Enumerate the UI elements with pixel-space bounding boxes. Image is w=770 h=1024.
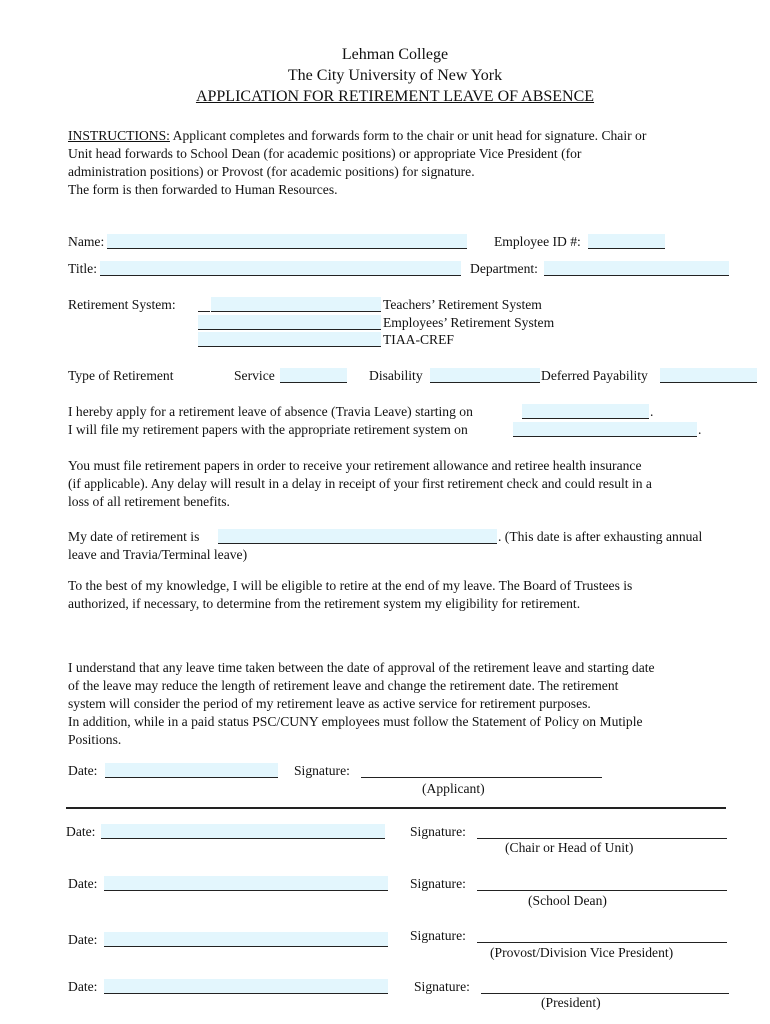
dean-date-field[interactable] <box>104 876 388 891</box>
president-signature-label: Signature: <box>414 979 470 994</box>
file-papers-date-field[interactable] <box>513 422 697 437</box>
chair-date-field[interactable] <box>101 824 385 839</box>
retirement-date-suffix: . (This date is after exhausting annual <box>498 529 703 544</box>
eligibility-line-1: To the best of my knowledge, I will be eligible to retire at the end of my leave. The Board of Trustees is <box>68 578 633 593</box>
provost-date-field[interactable] <box>104 932 388 947</box>
employees-label: Employees’ Retirement System <box>383 315 555 330</box>
apply-line-1-period: . <box>650 404 654 419</box>
understanding-line-1: I understand that any leave time taken between the date of approval of the retirement leave and starting date <box>68 660 655 675</box>
provost-date-label: Date: <box>68 932 98 947</box>
form-title: APPLICATION FOR RETIREMENT LEAVE OF ABSENCE <box>195 88 595 105</box>
chair-caption: (Chair or Head of Unit) <box>505 840 634 855</box>
title-field[interactable] <box>100 261 461 276</box>
notice-line-2: (if applicable). Any delay will result in a delay in receipt of your first retirement check and could result in a <box>68 476 652 491</box>
provost-signature-line[interactable] <box>477 942 727 943</box>
chair-signature-line[interactable] <box>477 838 727 839</box>
dean-signature-label: Signature: <box>410 876 466 891</box>
instructions-line-4: The form is then forwarded to Human Resources. <box>68 182 338 197</box>
university-name: The City University of New York <box>287 67 503 84</box>
president-date-label: Date: <box>68 979 98 994</box>
service-label: Service <box>234 368 275 383</box>
retirement-date-line-2: leave and Travia/Terminal leave) <box>68 547 248 562</box>
name-field[interactable] <box>107 234 467 249</box>
eligibility-line-2: authorized, if necessary, to determine from the retirement system my eligibility for retirement. <box>68 596 581 611</box>
employee-id-field[interactable] <box>588 234 665 249</box>
instructions-text-1: Applicant completes and forwards form to the chair or unit head for signature. Chair or <box>172 128 647 143</box>
understanding-line-4: In addition, while in a paid status PSC/CUNY employees must follow the Statement of Policy on Mutiple <box>68 714 643 729</box>
president-caption: (President) <box>541 995 601 1010</box>
provost-signature-label: Signature: <box>410 928 466 943</box>
provost-caption: (Provost/Division Vice President) <box>490 945 674 960</box>
apply-line-2-period: . <box>698 422 702 437</box>
department-label: Department: <box>470 261 538 276</box>
retirement-date-field[interactable] <box>218 529 497 544</box>
understanding-line-3: system will consider the period of my retirement leave as active service for retirement purposes. <box>68 696 591 711</box>
tiaa-label: TIAA-CREF <box>383 332 454 347</box>
applicant-date-field[interactable] <box>105 763 278 778</box>
teachers-label: Teachers’ Retirement System <box>383 297 542 312</box>
employees-field[interactable] <box>198 315 381 330</box>
disability-label: Disability <box>369 368 423 383</box>
instructions-line-2: Unit head forwards to School Dean (for academic positions) or appropriate Vice President (for <box>68 146 582 161</box>
type-of-retirement-label: Type of Retirement <box>68 368 174 383</box>
applicant-signature-label: Signature: <box>294 763 350 778</box>
retirement-system-label: Retirement System: <box>68 297 176 312</box>
disability-field[interactable] <box>430 368 540 383</box>
deferred-payability-label: Deferred Payability <box>541 368 648 383</box>
dean-date-label: Date: <box>68 876 98 891</box>
college-name: Lehman College <box>341 46 449 63</box>
tiaa-field[interactable] <box>198 332 381 347</box>
service-field[interactable] <box>280 368 347 383</box>
retirement-date-label: My date of retirement is <box>68 529 200 544</box>
name-label: Name: <box>68 234 105 249</box>
department-field[interactable] <box>544 261 729 276</box>
teachers-underline-prefix <box>198 311 210 312</box>
applicant-date-label: Date: <box>68 763 98 778</box>
understanding-line-5: Positions. <box>68 732 122 747</box>
chair-date-label: Date: <box>66 824 96 839</box>
instructions-line-3: administration positions) or Provost (for academic positions) for signature. <box>68 164 475 179</box>
notice-line-3: loss of all retirement benefits. <box>68 494 230 509</box>
understanding-line-2: of the leave may reduce the length of retirement leave and change the retirement date. The retirement <box>68 678 619 693</box>
instructions-line-1 <box>68 128 646 144</box>
dean-signature-line[interactable] <box>477 890 727 891</box>
applicant-signature-line[interactable] <box>361 777 602 778</box>
dean-caption: (School Dean) <box>528 893 607 908</box>
chair-signature-label: Signature: <box>410 824 466 839</box>
section-divider <box>66 807 726 809</box>
notice-line-1: You must file retirement papers in order to receive your retirement allowance and retiree health insurance <box>68 458 642 473</box>
leave-start-date-field[interactable] <box>522 404 649 419</box>
president-signature-line[interactable] <box>481 993 729 994</box>
president-date-field[interactable] <box>104 979 388 994</box>
applicant-caption: (Applicant) <box>422 781 485 796</box>
apply-line-1: I hereby apply for a retirement leave of absence (Travia Leave) starting on <box>68 404 473 419</box>
deferred-payability-field[interactable] <box>660 368 757 383</box>
employee-id-label: Employee ID #: <box>494 234 581 249</box>
apply-line-2: I will file my retirement papers with the appropriate retirement system on <box>68 422 468 437</box>
instructions-label: INSTRUCTIONS: <box>68 128 170 143</box>
title-label: Title: <box>68 261 97 276</box>
teachers-field[interactable] <box>211 297 381 312</box>
